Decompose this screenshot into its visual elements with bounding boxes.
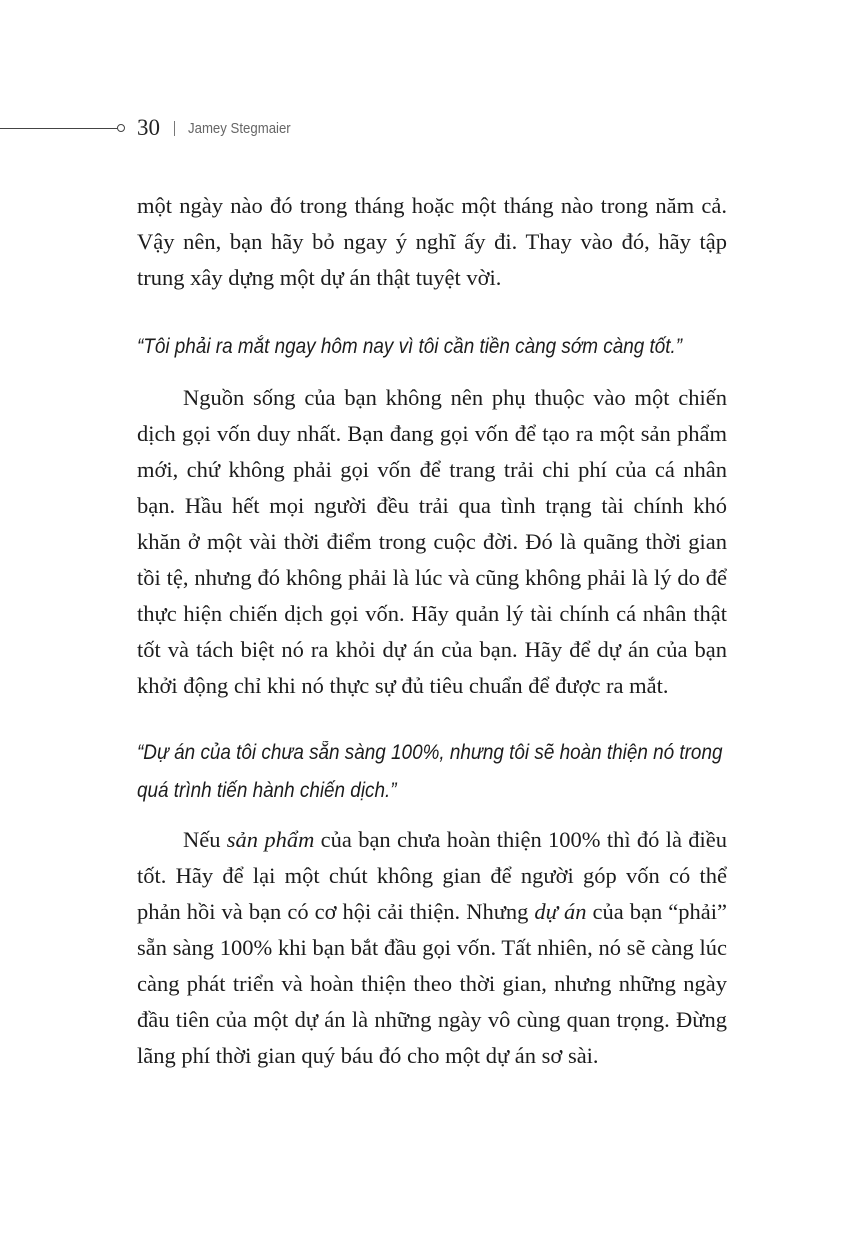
paragraph-3 (137, 822, 727, 1074)
emphasis-san-pham: sản phẩm (226, 827, 315, 852)
page-body (137, 188, 727, 1074)
running-header (0, 114, 844, 144)
paragraph-2: Nguồn sống của bạn không nên phụ thuộc vào một chiến dịch gọi vốn duy nhất. Bạn đang gọi vốn để tạo ra một sản phẩm mới, chứ không phải gọi vốn để trang trải chi phí của cá nhân bạn. Hầu hết mọi người đều trải qua tình trạng tài chính khó khăn ở một vài thời điểm trong cuộc đời. Đó là quãng thời gian tồi tệ, nhưng đó không phải là lúc và cũng không phải là lý do để thực hiện chiến dịch gọi vốn. Hãy quản lý tài chính cá nhân thật tốt và tách biệt nó ra khỏi dự án của bạn. Hãy để dự án của bạn khởi động chỉ khi nó thực sự đủ tiêu chuẩn để được ra mắt. (137, 385, 727, 698)
emphasis-du-an: dự án (534, 899, 587, 924)
running-author: Jamey Stegmaier (188, 120, 291, 137)
header-divider (174, 121, 175, 136)
header-rule-line (0, 128, 118, 129)
paragraph-3-text-1: Nếu (183, 827, 227, 852)
paragraph-3-text-2: của bạn chưa hoàn thiện 100% thì đó là điều tốt. Hãy để lại một chút không gian để người góp vốn có thể phản hồi và bạn có cơ hội cải thiện. Nhưng (137, 827, 727, 924)
page-number: 30 (137, 115, 160, 140)
paragraph-1: một ngày nào đó trong tháng hoặc một tháng nào trong năm cả. Vậy nên, bạn hãy bỏ ngay ý nghĩ ấy đi. Thay vào đó, hãy tập trung xây dựng một dự án thật tuyệt vời. (137, 193, 727, 290)
section-heading-1: “Tôi phải ra mắt ngay hôm nay vì tôi cần tiền càng sớm càng tốt.” (137, 335, 683, 358)
header-rule-dot (117, 124, 125, 132)
section-heading-2: “Dự án của tôi chưa sẵn sàng 100%, nhưng tôi sẽ hoàn thiện nó trong quá trình tiến hành chiến dịch.” (137, 741, 723, 802)
paragraph-3-text-3: của bạn “phải” sẵn sàng 100% khi bạn bắt đầu gọi vốn. Tất nhiên, nó sẽ càng lúc càng phát triển và hoàn thiện theo thời gian, nhưng những ngày đầu tiên của một dự án là những ngày vô cùng quan trọng. Đừng lãng phí thời gian quý báu đó cho một dự án sơ sài. (137, 899, 727, 1068)
